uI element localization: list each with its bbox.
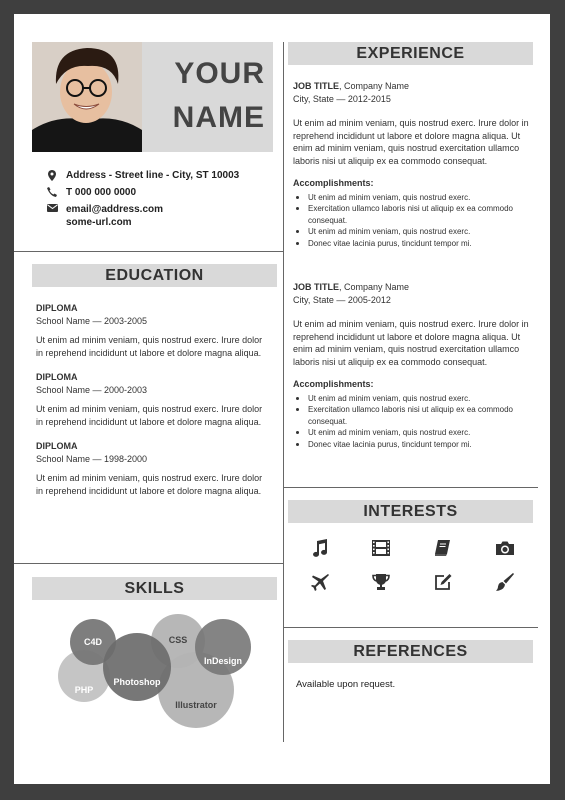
- education-heading: EDUCATION: [32, 264, 277, 287]
- envelope-icon: [38, 203, 66, 212]
- accomplishments-list: [293, 393, 539, 451]
- film-icon: [371, 538, 391, 558]
- music-icon: [310, 538, 330, 558]
- skill-label: Illustrator: [175, 700, 217, 710]
- list-item: Ut enim ad minim veniam, quis nostrud exerc.: [293, 427, 539, 439]
- skills-bubble-chart: [54, 610, 264, 735]
- education-list: [36, 302, 271, 497]
- map-marker-icon: [38, 169, 66, 181]
- phone-icon: [38, 186, 66, 197]
- skill-bubble-photoshop: [103, 633, 171, 701]
- list-item: Ut enim ad minim veniam, quis nostrud exerc.: [293, 393, 539, 405]
- edit-icon: [433, 572, 453, 592]
- contact-phone: T 000 000 0000: [38, 186, 278, 203]
- name-line-1: YOUR: [174, 57, 265, 90]
- contact-email: [38, 203, 278, 228]
- resume-page: [14, 14, 550, 784]
- name-line-2: NAME: [172, 101, 265, 134]
- divider-education: [14, 563, 284, 564]
- accomplishments-list: [293, 192, 539, 250]
- skill-label: CSS: [168, 635, 188, 645]
- experience-heading: EXPERIENCE: [288, 42, 533, 65]
- divider-experience: [284, 487, 538, 488]
- skill-label: PHP: [74, 685, 94, 695]
- experience-job: JOB TITLE, Company Name City, State — 2005-2012 Ut enim ad minim veniam, quis nostrud exerc. Irure dolor in reprehend incididunt ut labore et dolore magna aliqua. Ut enim ad minim veniam, quis nostrud exercitation ullamco laboris nisi ut aliquip ex ea commodo consequat. Accomplishments: Ut enim ad minim veniam, quis nostrud exerc. Exercitation ullamco laboris nisi ut aliquip ex ea commodo consequat. Ut enim ad minim veniam, quis nostrud exerc. Donec vitae lacinia purus, tincidunt tempor mi.: [293, 281, 539, 450]
- divider-interests: [284, 627, 538, 628]
- paintbrush-icon: [495, 572, 515, 592]
- column-divider: [283, 42, 284, 742]
- camera-icon: [495, 538, 515, 558]
- profile-photo: [32, 42, 142, 152]
- divider-contact: [14, 251, 284, 252]
- list-item: Exercitation ullamco laboris nisi ut aliquip ex ea commodo consequat.: [293, 404, 539, 427]
- contact-block: [38, 169, 278, 228]
- skill-label: InDesign: [203, 656, 243, 666]
- list-item: Ut enim ad minim veniam, quis nostrud exerc.: [293, 226, 539, 238]
- education-item: DIPLOMA School Name — 2003-2005 Ut enim ad minim veniam, quis nostrud exerc. Irure dolor in reprehend incididunt ut labore et dolore magna aliqua.: [36, 303, 263, 358]
- experience-job: JOB TITLE, Company Name City, State — 2012-2015 Ut enim ad minim veniam, quis nostrud exerc. Irure dolor in reprehend incididunt ut labore et dolore magna aliqua. Ut enim ad minim veniam, quis nostrud exercitation ullamco laboris nisi ut aliquip ex ea commodo consequat. Accomplishments: Ut enim ad minim veniam, quis nostrud exerc. Exercitation ullamco laboris nisi ut aliquip ex ea commodo consequat. Ut enim ad minim veniam, quis nostrud exerc. Donec vitae lacinia purus, tincidunt tempor mi.: [293, 80, 539, 249]
- list-item: Donec vitae lacinia purus, tincidunt tempor mi.: [293, 439, 539, 451]
- url-text: some-url.com: [66, 217, 132, 228]
- list-item: Ut enim ad minim veniam, quis nostrud exerc.: [293, 192, 539, 204]
- name-header: [32, 42, 273, 152]
- references-heading: REFERENCES: [288, 640, 533, 663]
- list-item: Donec vitae lacinia purus, tincidunt tempor mi.: [293, 238, 539, 250]
- contact-address: Address - Street line - City, ST 10003: [38, 169, 278, 186]
- education-item: DIPLOMA School Name — 2000-2003 Ut enim ad minim veniam, quis nostrud exerc. Irure dolor in reprehend incididunt ut labore et dolore magna aliqua.: [36, 372, 263, 427]
- skill-bubble-indesign: [195, 619, 251, 675]
- interests-heading: INTERESTS: [288, 500, 533, 523]
- applicant-name: [173, 52, 265, 140]
- plane-icon: [310, 572, 330, 592]
- email-text: email@address.com: [66, 204, 164, 215]
- references-text: Available upon request.: [296, 679, 396, 690]
- skill-label: Photoshop: [113, 677, 161, 687]
- list-item: Exercitation ullamco laboris nisi ut aliquip ex ea commodo consequat.: [293, 203, 539, 226]
- education-item: DIPLOMA School Name — 1998-2000 Ut enim ad minim veniam, quis nostrud exerc. Irure dolor in reprehend incididunt ut labore et dolore magna aliqua.: [36, 441, 263, 496]
- interests-icons: [289, 534, 541, 598]
- book-icon: [433, 538, 453, 558]
- skills-heading: SKILLS: [32, 577, 277, 600]
- skill-label: C4D: [83, 637, 103, 647]
- trophy-icon: [371, 572, 391, 592]
